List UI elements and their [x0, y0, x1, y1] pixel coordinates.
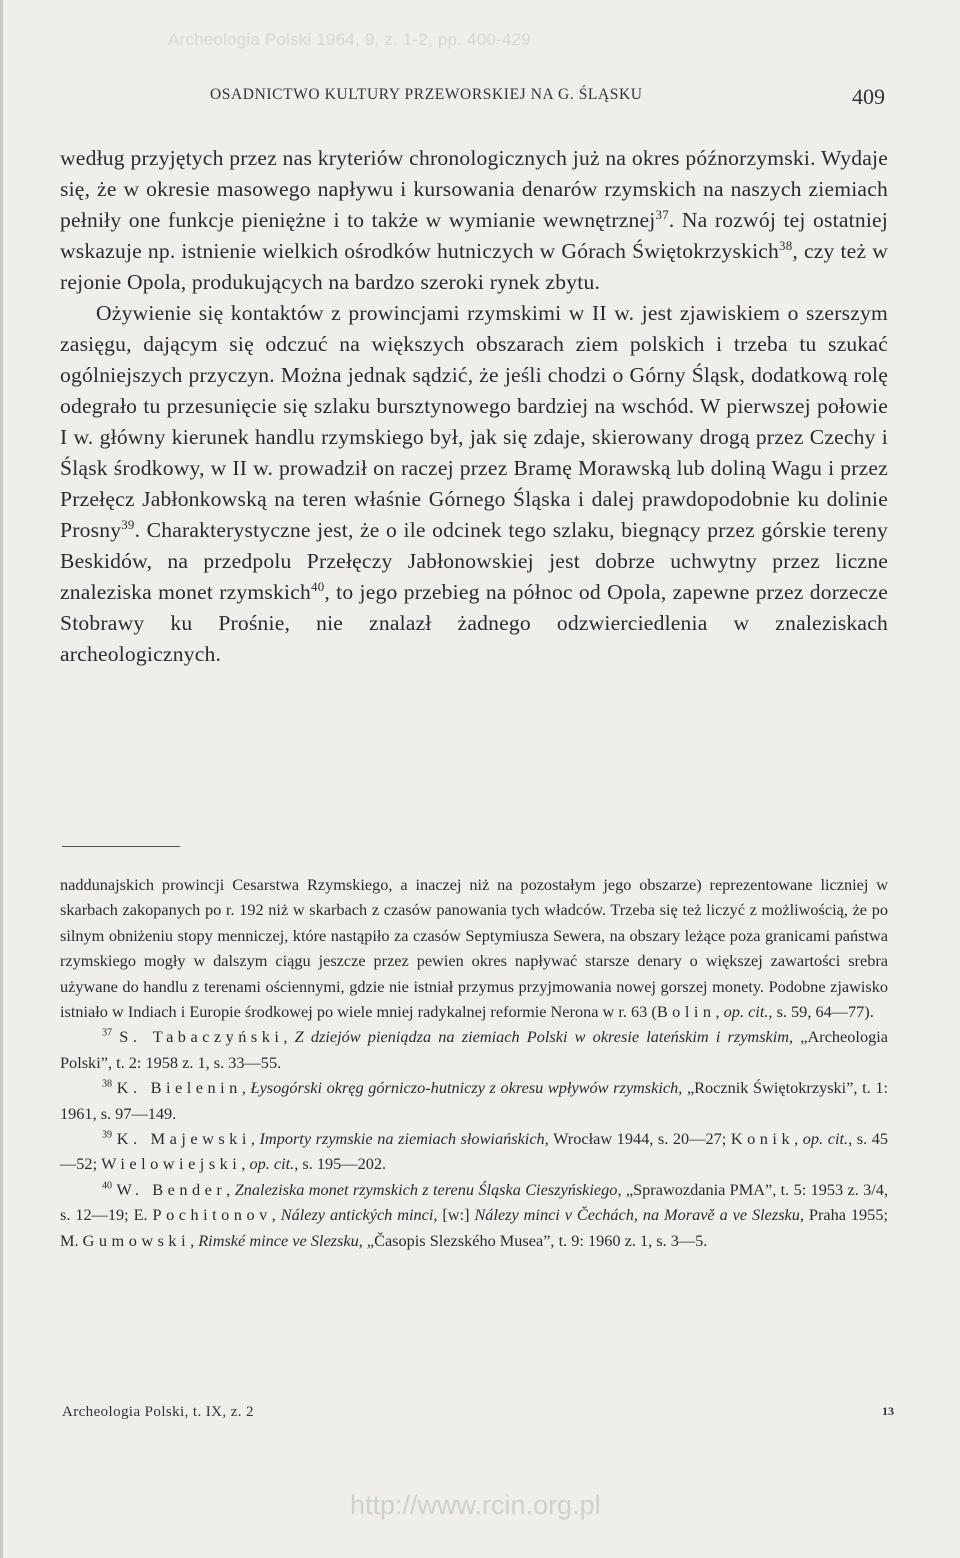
- footnote-ref[interactable]: 40: [311, 578, 325, 594]
- signature-number: 13: [882, 1404, 894, 1418]
- footnote-37: $^{37}$ S. Tabaczyński, Z dziejów pieniądza na ziemiach Polski w okresie lateńskim i rzymskim, „Archeologia Polski”, t. 2: 1958 z. 1, s. 33—55.: [60, 1027, 888, 1072]
- page-edge-shadow: [0, 0, 3, 1558]
- source-watermark: Archeologia Polski 1964, 9, z. 1-2, pp. 400-429: [168, 30, 531, 49]
- footnotes: [60, 872, 888, 1253]
- footnote-ref[interactable]: 38: [779, 237, 793, 253]
- paragraph: Ożywienie się kontaktów z prowincjami rzymskimi w II w. jest zjawiskiem o szerszym zasięgu, dającym się odczuć na większych obszarach ziem polskich i trzeba tu szukać ogólniejszych przyczyn. Można jednak sądzić, że jeśli chodzi o Górny Śląsk, dodatkową rolę odegrało tu przesunięcie się szlaku bursztynowego bardziej na wschód. W pierwszej połowie I w. główny kierunek handlu rzymskiego był, jak się zdaje, skierowany drogą przez Czechy i Śląsk środkowy, w II w. prowadził on raczej przez Bramę Morawską lub doliną Wagu i przez Przełęcz Jabłonkowską na teren właśnie Górnego Śląska i dalej prawdopodobnie ku dolinie Prosny$^{39}$. Charakterystyczne jest, że o ile odcinek tego szlaku, biegnący przez górskie tereny Beskidów, na przedpolu Przełęczy Jabłonowskiej jest dobrze uchwytny przez liczne znaleziska monet rzymskich$^{40}$, to jego przebieg na północ od Opola, zapewne przez dorzecze Stobrawy ku Prośnie, nie znalazł żadnego odzwierciedlenia w znaleziskach archeologicznych.: [60, 301, 889, 666]
- journal-footer: Archeologia Polski, t. IX, z. 2: [62, 1404, 254, 1420]
- main-text: [60, 143, 888, 670]
- footnote-continued: naddunajskich prowincji Cesarstwa Rzymskiego, a inaczej niż na pozostałym jego obszarze) reprezentowane liczniej w skarbach zakopanych po r. 192 niż w skarbach z czasów panowania tych władców. Trzeba się też liczyć z możliwością, że po silnym obniżeniu stopy menniczej, które nastąpiło za czasów Septymiusza Sewera, na obszary leżące poza granicami państwa rzymskiego mogły w dalszym ciągu jeszcze przez pewien okres napływać starsze denary o większej zawartości srebra używane do handlu z terenami ościennymi, gdzie nie istniał przymus przyjmowania nowej gorszej monety. Podobne zjawisko istniało w Indiach i Europie środkowej po wiele mniej radykalnej reformie Nerona w r. 63 (Bolin, op. cit., s. 59, 64—77).: [60, 875, 888, 1022]
- footnote-ref[interactable]: 37: [655, 206, 669, 222]
- paragraph: według przyjętych przez nas kryteriów chronologicznych już na okres późnorzymski. Wydaje się, że w okresie masowego napływu i kursowania denarów rzymskich na naszych ziemiach pełniły one funkcje pieniężne i to także w wymianie wewnętrznej$^{37}$. Na rozwój tej ostatniej wskazuje np. istnienie wielkich ośrodków hutniczych w Górach Świętokrzyskich$^{38}$, czy też w rejonie Opola, produkujących na bardzo szeroki rynek zbytu.: [60, 146, 888, 294]
- running-head: OSADNICTWO KULTURY PRZEWORSKIEJ NA G. ŚLĄSKU: [210, 86, 643, 103]
- footnote-40: $^{40}$ W. Bender, Znaleziska monet rzymskich z terenu Śląska Cieszyńskiego, „Sprawozdania PMA”, t. 5: 1953 z. 3/4, s. 12—19; E. Pochitonov, Nálezy antických minci, [w:] Nálezy minci v Čechách, na Moravě a ve Slezsku, Praha 1955; M. Gumowski, Rimské mince ve Slezsku, „Časopis Slezského Musea”, t. 9: 1960 z. 1, s. 3—5.: [60, 1179, 889, 1250]
- footnote-ref[interactable]: 39: [121, 516, 135, 532]
- footnote-divider: [62, 846, 180, 847]
- footnote-38: $^{38}$ K. Bielenin, Łysogórski okręg górniczo-hutniczy z okresu wpływów rzymskich, „Rocznik Świętokrzyski”, t. 1: 1961, s. 97—149.: [60, 1078, 888, 1123]
- footnote-39: $^{39}$ K. Majewski, Importy rzymskie na ziemiach słowiańskich, Wrocław 1944, s. 20—27; Konik, op. cit., s. 45—52; Wielowiejski, op. cit., s. 195—202.: [60, 1129, 889, 1174]
- page-number: 409: [852, 84, 885, 109]
- url-watermark: http://www.rcin.org.pl: [350, 1490, 601, 1520]
